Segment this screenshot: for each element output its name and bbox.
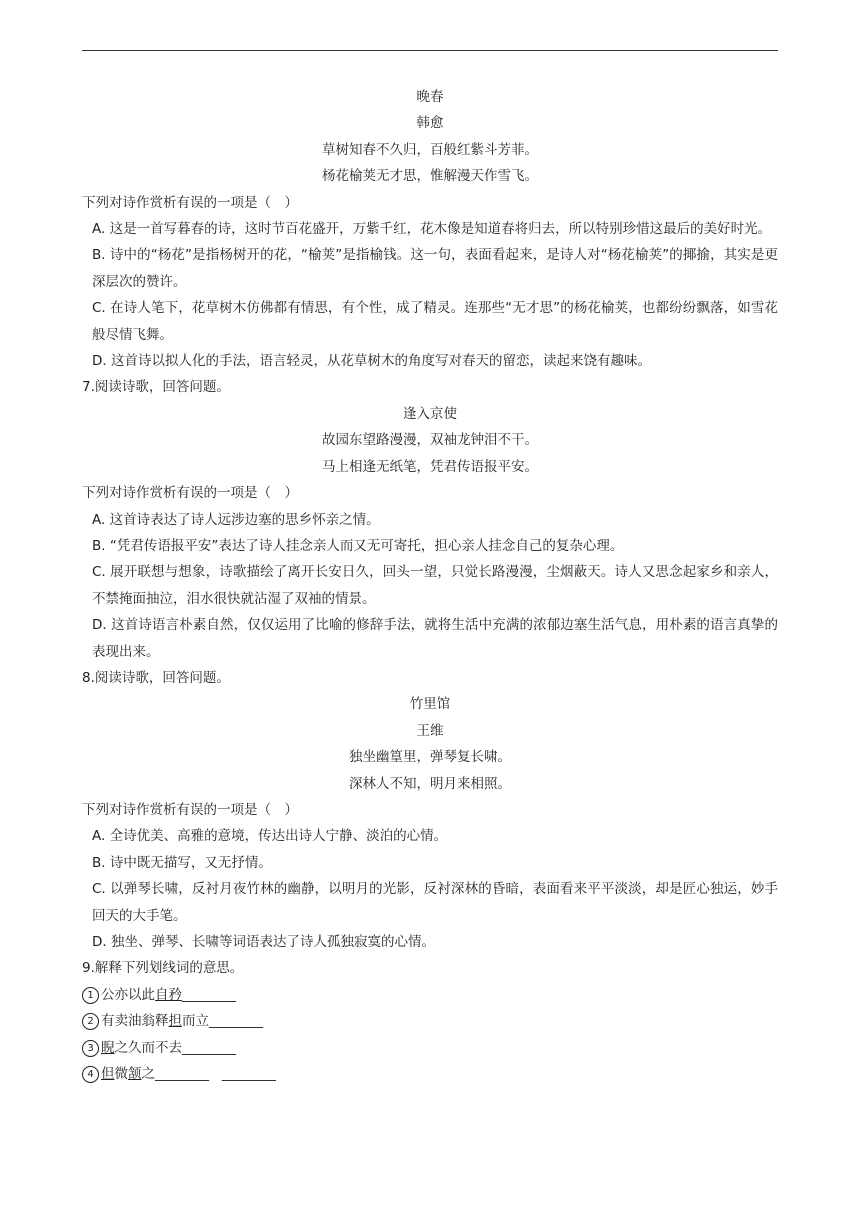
vocab-item bbox=[82, 1035, 778, 1061]
question-heading: 8.阅读诗歌，回答问题。 bbox=[82, 669, 230, 686]
option-d: D. 这首诗语言朴素自然，仅仅运用了比喻的修辞手法，就将生活中充满的浓郁边塞生活气息，用朴素的语言真挚的表现出来。 bbox=[92, 617, 778, 660]
poem-line: 草树知春不久归，百般红紫斗芳菲。 bbox=[322, 141, 538, 158]
circled-number: 4 bbox=[82, 1066, 99, 1083]
option-d: D. 独坐、弹琴、长啸等词语表达了诗人孤独寂寞的心情。 bbox=[92, 934, 435, 950]
vocab-text: 之 bbox=[141, 1066, 155, 1083]
question-heading: 9.解释下列划线词的意思。 bbox=[82, 960, 244, 977]
option-c: C. 以弹琴长啸，反衬月夜竹林的幽静，以明月的光影，反衬深林的昏暗，表面看来平平淡淡，却是匠心独运，妙手回天的大手笔。 bbox=[92, 881, 778, 924]
option-a: A. 全诗优美、高雅的意境，传达出诗人宁静、淡泊的心情。 bbox=[92, 828, 448, 845]
vocab-text: 有卖油翁释 bbox=[101, 1013, 169, 1030]
poem-title: 逢入京使 bbox=[403, 405, 457, 422]
option-d: D. 这首诗以拟人化的手法，语言轻灵，从花草树木的角度写对春天的留恋，读起来饶有趣味。 bbox=[92, 353, 651, 370]
poem-line: 故园东望路漫漫，双袖龙钟泪不干。 bbox=[322, 432, 538, 449]
question-stem: 下列对诗作赏析有误的一项是（ ） bbox=[82, 194, 298, 211]
vocab-item bbox=[82, 982, 778, 1008]
vocab-text: 之久而不去 bbox=[114, 1039, 182, 1056]
underlined-word: 担 bbox=[168, 1013, 182, 1030]
circled-number: 2 bbox=[82, 1013, 99, 1030]
option-b: B. “凭君传语报平安”表达了诗人挂念亲人而又无可寄托，担心亲人挂念自己的复杂心理。 bbox=[92, 537, 624, 554]
vocab-text: 而立 bbox=[182, 1013, 209, 1030]
poem-line: 马上相逢无纸笔，凭君传语报平安。 bbox=[322, 458, 538, 475]
poem-author: 韩愈 bbox=[416, 115, 444, 132]
option-a: A. 这首诗表达了诗人远涉边塞的思乡怀亲之情。 bbox=[92, 511, 380, 528]
poem-line: 独坐幽篁里，弹琴复长啸。 bbox=[349, 749, 511, 766]
option-a: A. 这是一首写暮春的诗，这时节百花盛开，万紫千红，花木像是知道春将归去，所以特别珍惜这最后的美好时光。 bbox=[92, 221, 772, 238]
question-stem: 下列对诗作赏析有误的一项是（ ） bbox=[82, 485, 298, 502]
answer-blank[interactable]: ________ bbox=[155, 1066, 209, 1083]
vocab-item bbox=[82, 1061, 778, 1087]
poem-author: 王维 bbox=[416, 722, 444, 739]
underlined-word: 但 bbox=[101, 1066, 115, 1083]
question-heading: 7.阅读诗歌，回答问题。 bbox=[82, 379, 230, 396]
option-c: C. 在诗人笔下，花草树木仿佛都有情思，有个性，成了精灵。连那些“无才思”的杨花榆荚，也都纷纷飘落，如雪花般尽情飞舞。 bbox=[92, 300, 778, 343]
vocab-item bbox=[82, 1008, 778, 1034]
answer-blank[interactable]: ________ bbox=[221, 1066, 276, 1083]
circled-number: 1 bbox=[82, 987, 99, 1004]
underlined-word: 睨 bbox=[101, 1039, 115, 1056]
poem-line: 深林人不知，明月来相照。 bbox=[349, 775, 511, 792]
answer-blank[interactable]: ________ bbox=[182, 1039, 236, 1056]
answer-blank[interactable]: ________ bbox=[209, 1013, 263, 1030]
answer-blank[interactable]: ________ bbox=[182, 986, 236, 1003]
underlined-word: 颔 bbox=[128, 1066, 142, 1083]
underlined-word: 自矜 bbox=[155, 986, 182, 1003]
document-page bbox=[82, 84, 778, 1087]
header-rule bbox=[82, 50, 778, 51]
poem-title: 竹里馆 bbox=[409, 696, 451, 713]
poem-title: 晚春 bbox=[416, 89, 444, 105]
option-b: B. 诗中既无描写，又无抒情。 bbox=[92, 854, 272, 871]
vocab-text: 公亦以此 bbox=[101, 986, 155, 1003]
question-stem: 下列对诗作赏析有误的一项是（ ） bbox=[82, 801, 298, 818]
poem-line: 杨花榆荚无才思，惟解漫天作雪飞。 bbox=[322, 168, 538, 185]
option-c: C. 展开联想与想象，诗歌描绘了离开长安日久，回头一望，只觉长路漫漫，尘烟蔽天。诗人又思念起家乡和亲人，不禁掩面抽泣，泪水很快就沾湿了双袖的情景。 bbox=[92, 564, 778, 607]
option-b: B. 诗中的“杨花”是指杨树开的花，“榆荚”是指榆钱。这一句，表面看起来，是诗人对“杨花榆荚”的揶揄，其实是更深层次的赞许。 bbox=[92, 247, 778, 290]
circled-number: 3 bbox=[82, 1040, 99, 1057]
vocab-text: 微 bbox=[114, 1066, 128, 1083]
